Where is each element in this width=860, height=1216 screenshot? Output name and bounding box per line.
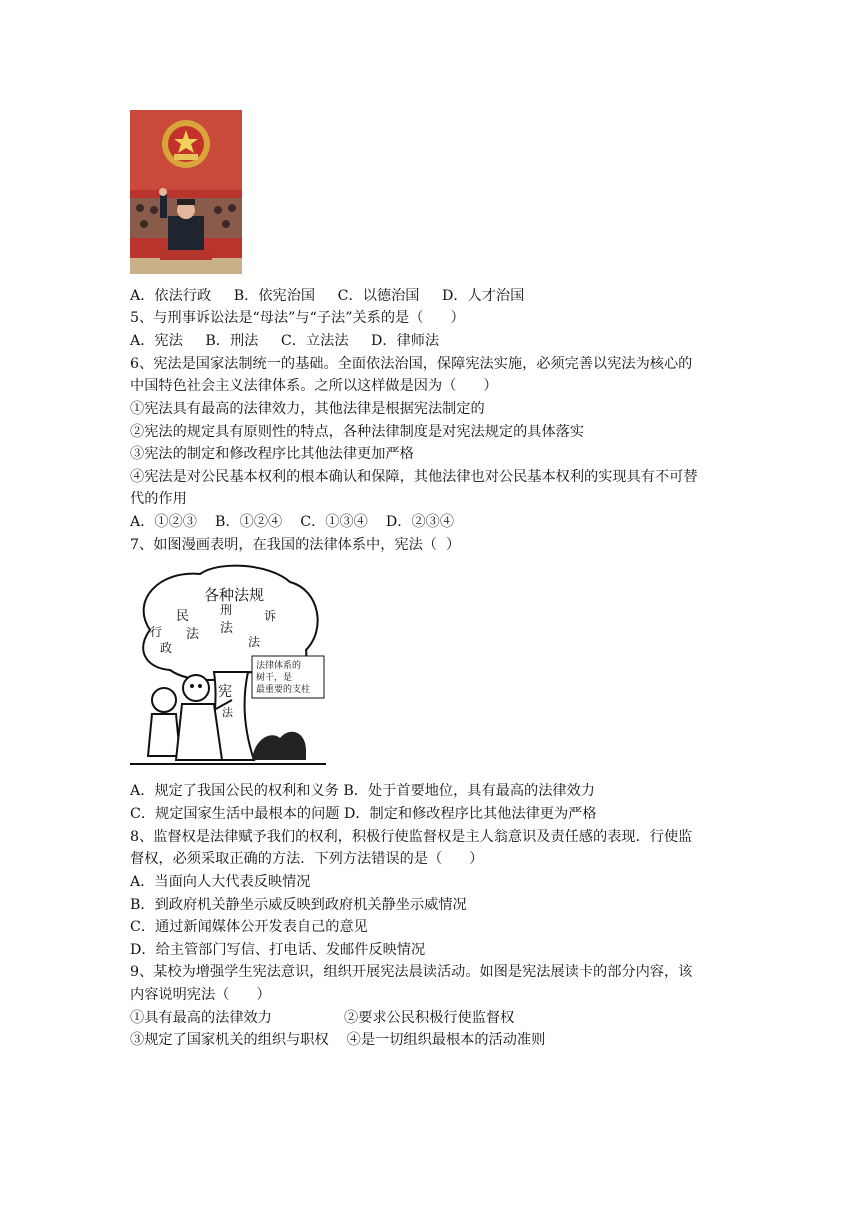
- crown-word-8: 诉: [264, 609, 277, 623]
- q7-options-ab: A．规定了我国公民的权利和义务 B．处于首要地位，具有最高的法律效力: [130, 783, 595, 799]
- q6-stem-line1: 6、宪法是国家法制统一的基础。全面依法治国，保障宪法实施，必须完善以宪法为核心的: [130, 356, 693, 372]
- q7-options-cd: C．规定国家生活中最根本的问题 D．制定和修改程序比其他法律更为严格: [130, 806, 597, 822]
- q5-stem: 5、与刑事诉讼法是“母法”与“子法”关系的是（ ）: [130, 310, 465, 326]
- q8-stem-line1: 8、监督权是法律赋予我们的权利，积极行使监督权是主人翁意识及责任感的表现．行使监: [130, 829, 693, 845]
- q9-stem-line2: 内容说明宪法（ ）: [130, 987, 271, 1003]
- oath-photo-image: [130, 110, 242, 274]
- law-tree-drawing: [130, 560, 326, 772]
- crown-word-6: 政: [160, 641, 173, 655]
- q6-statement-3: ③宪法的制定和修改程序比其他法律更加严格: [130, 446, 414, 462]
- crown-word-7: 法: [248, 635, 261, 649]
- q6-statement-4-line2: 代的作用: [130, 491, 187, 507]
- q6-statement-2: ②宪法的规定具有原则性的特点，各种法律制度是对宪法规定的具体落实: [130, 424, 585, 440]
- q4-options: A．依法行政 B．依宪治国 C．以德治国 D．人才治国: [130, 288, 525, 304]
- crown-word-1: 民: [176, 609, 190, 624]
- q6-statement-1: ①宪法具有最高的法律效力，其他法律是根据宪法制定的: [130, 401, 485, 417]
- q8-option-a: A．当面向人大代表反映情况: [130, 874, 311, 890]
- q8-option-d: D．给主管部门写信、打电话、发邮件反映情况: [130, 942, 426, 958]
- q9-stem-line1: 9、某校为增强学生宪法意识，组织开展宪法晨读活动。如图是宪法展读卡的部分内容，该: [130, 964, 693, 980]
- crown-title: 各种法规: [204, 586, 265, 604]
- q6-statement-4-line1: ④宪法是对公民基本权利的根本确认和保障，其他法律也对公民基本权利的实现具有不可替: [130, 469, 698, 485]
- sign-line-1: 法律体系的: [256, 661, 302, 671]
- q6-stem-line2: 中国特色社会主义法律体系。之所以这样做是因为（ ）: [130, 378, 498, 394]
- law-tree-cartoon: [130, 560, 326, 772]
- q6-options: A．①②③ B．①②④ C．①③④ D．②③④: [130, 514, 455, 530]
- crown-word-5: 行: [150, 625, 163, 639]
- crown-word-4: 法: [220, 621, 234, 636]
- q8-option-b: B．到政府机关静坐示威反映到政府机关静坐示威情况: [130, 897, 467, 913]
- q9-statements-34: ③规定了国家机关的组织与职权 ④是一切组织最根本的活动准则: [130, 1032, 546, 1048]
- crown-word-3: 刑: [220, 603, 233, 617]
- trunk-label-2: 法: [222, 706, 233, 719]
- q5-options: A．宪法 B．刑法 C．立法法 D．律师法: [130, 333, 440, 349]
- sign-line-2: 树干，是: [256, 673, 293, 683]
- sign-line-3: 最重要的支柱: [256, 685, 311, 695]
- q8-stem-line2: 督权，必须采取正确的方法．下列方法错误的是（ ）: [130, 851, 484, 867]
- trunk-label: 宪: [218, 684, 232, 700]
- crown-word-2: 法: [186, 627, 200, 642]
- q8-option-c: C．通过新闻媒体公开发表自己的意见: [130, 919, 368, 935]
- q7-stem: 7、如图漫画表明，在我国的法律体系中，宪法（ ）: [130, 537, 461, 553]
- q9-statements-12: ①具有最高的法律效力 ②要求公民积极行使监督权: [130, 1010, 515, 1026]
- oath-photo: [130, 110, 242, 274]
